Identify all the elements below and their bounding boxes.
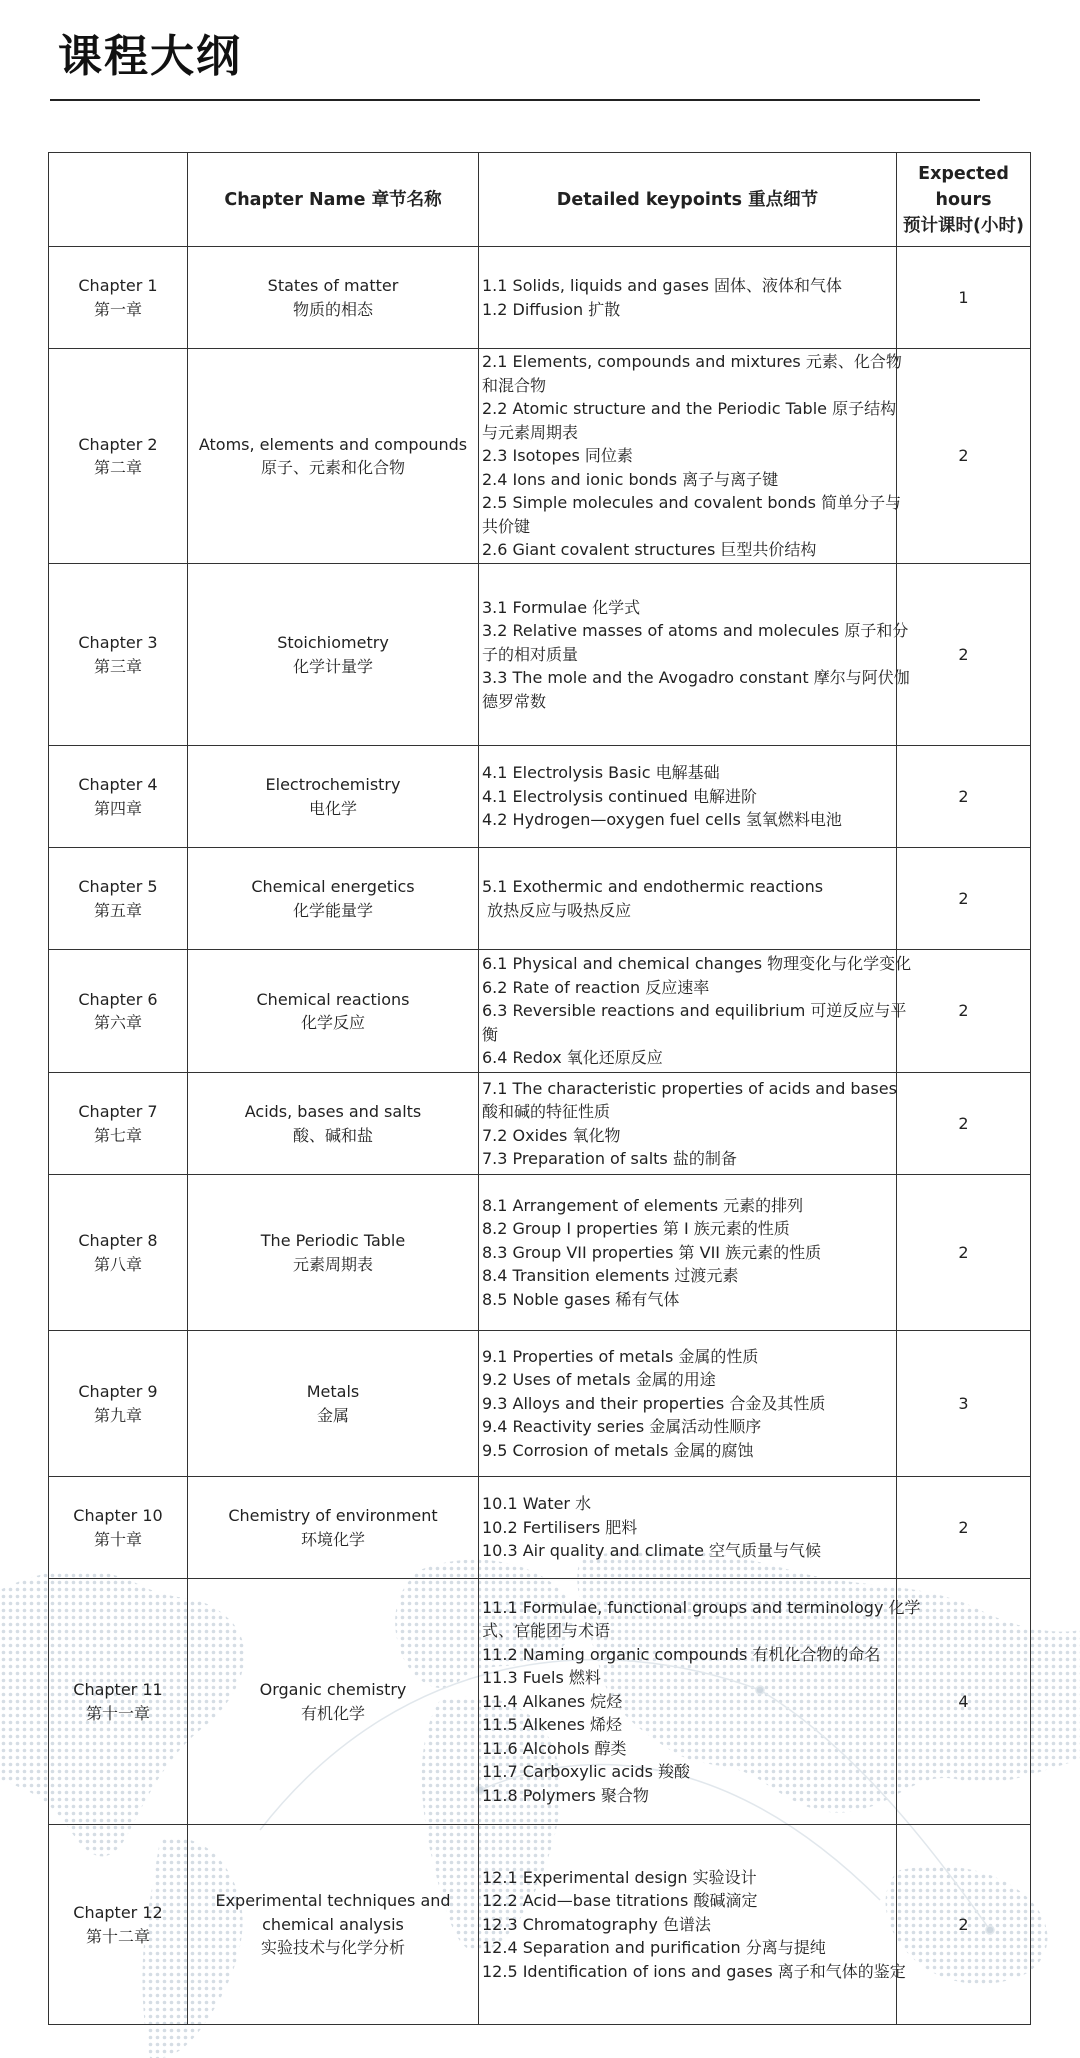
- chapter-name-zh: 元素周期表: [292, 1254, 373, 1274]
- keypoint-line: 6.4 Redox 氧化还原反应: [482, 1048, 663, 1068]
- chapter-number-en: Chapter 2: [78, 434, 158, 454]
- expected-hours-cell: 2: [897, 1073, 1031, 1175]
- keypoint-line: 3.1 Formulae 化学式: [482, 597, 641, 617]
- keypoint-line: 1.1 Solids, liquids and gases 固体、液体和气体: [482, 276, 842, 295]
- keypoint-line: 12.4 Separation and purification 分离与提纯: [482, 1938, 826, 1958]
- keypoint-line: 9.1 Properties of metals 金属的性质: [482, 1346, 759, 1366]
- chapter-name-en: Chemical reactions: [256, 989, 410, 1009]
- keypoint-line: 12.1 Experimental design 实验设计: [482, 1867, 757, 1887]
- keypoint-line: 与元素周期表: [482, 422, 579, 442]
- chapter-number-zh: 第十章: [93, 1529, 142, 1549]
- keypoint-line: 12.5 Identification of ions and gases 离子和气体的鉴定: [482, 1961, 906, 1981]
- chapter-number-zh: 第六章: [93, 1013, 142, 1032]
- chapter-number-en: Chapter 3: [78, 633, 158, 652]
- keypoint-line: 8.4 Transition elements 过渡元素: [482, 1266, 739, 1286]
- keypoint-line: 10.2 Fertilisers 肥料: [482, 1517, 638, 1537]
- keypoint-line: 3.2 Relative masses of atoms and molecules 原子和分: [482, 621, 909, 641]
- table-row: [49, 1331, 1031, 1477]
- chapter-name-en: The Periodic Table: [260, 1231, 406, 1250]
- header-chapter: [49, 153, 188, 247]
- chapter-number-zh: 第十一章: [85, 1703, 150, 1723]
- chapter-name-cell: [188, 1579, 479, 1825]
- chapter-cell: [49, 950, 188, 1073]
- chapter-number-zh: 第七章: [93, 1125, 142, 1145]
- chapter-number-en: Chapter 10: [73, 1506, 163, 1525]
- keypoint-line: 2.4 Ions and ionic bonds 离子与离子键: [482, 469, 779, 489]
- keypoints-cell: [479, 1825, 906, 2025]
- chapter-name-en: Chemical energetics: [251, 877, 415, 896]
- keypoint-line: 11.3 Fuels 燃料: [482, 1668, 601, 1688]
- chapter-number-zh: 第十二章: [85, 1926, 150, 1946]
- title-divider: [50, 99, 980, 101]
- expected-hours-cell: 3: [897, 1331, 1031, 1477]
- keypoints-cell: [479, 1073, 897, 1175]
- keypoint-line: 9.5 Corrosion of metals 金属的腐蚀: [482, 1440, 754, 1460]
- chapter-name-cell: [188, 1073, 479, 1175]
- keypoint-line: 9.3 Alloys and their properties 合金及其性质: [482, 1393, 826, 1413]
- keypoints-cell: [479, 1579, 921, 1825]
- keypoints-cell: [479, 950, 912, 1073]
- chapter-number-en: Chapter 8: [78, 1231, 158, 1250]
- keypoint-line: 2.5 Simple molecules and covalent bonds 简单分子与: [482, 493, 902, 513]
- chapter-name-en-continued: chemical analysis: [262, 1914, 404, 1934]
- keypoint-line: 1.2 Diffusion 扩散: [482, 299, 621, 319]
- keypoint-line: 2.6 Giant covalent structures 巨型共价结构: [482, 540, 817, 560]
- keypoint-line: 和混合物: [482, 375, 547, 395]
- keypoint-line: 8.3 Group VII properties 第 VII 族元素的性质: [482, 1242, 822, 1262]
- chapter-name-zh: 化学计量学: [292, 656, 373, 676]
- chapter-name-cell: [188, 848, 479, 950]
- header-chapter-name: Chapter Name 章节名称: [188, 153, 479, 247]
- chapter-name-zh: 酸、碱和盐: [292, 1125, 373, 1145]
- chapter-name-en: Chemistry of environment: [228, 1506, 438, 1525]
- chapter-number-zh: 第五章: [93, 900, 142, 920]
- chapter-name-cell: [188, 349, 479, 564]
- table-row: [49, 564, 1031, 746]
- keypoint-line: 11.6 Alcohols 醇类: [482, 1738, 627, 1758]
- table-row: [49, 247, 1031, 349]
- table-row: [49, 349, 1031, 564]
- keypoint-line: 4.2 Hydrogen—oxygen fuel cells 氢氧燃料电池: [482, 810, 842, 830]
- expected-hours-cell: 2: [897, 848, 1031, 950]
- chapter-name-cell: [188, 1175, 479, 1331]
- chapter-name-en: Metals: [306, 1382, 360, 1401]
- keypoint-line: 子的相对质量: [482, 644, 579, 664]
- keypoint-line: 8.1 Arrangement of elements 元素的排列: [482, 1195, 804, 1215]
- keypoint-line: 10.1 Water 水: [482, 1494, 592, 1514]
- chapter-cell: [49, 1477, 188, 1579]
- expected-hours-cell: 1: [897, 247, 1031, 349]
- chapter-name-cell: [188, 564, 479, 746]
- header-hours-en: Expected: [918, 163, 1009, 184]
- chapter-cell: [49, 1073, 188, 1175]
- chapter-cell: [49, 1579, 188, 1825]
- keypoint-line: 8.2 Group I properties 第 I 族元素的性质: [482, 1219, 790, 1239]
- chapter-number-en: Chapter 5: [78, 877, 158, 896]
- keypoint-line: 6.1 Physical and chemical changes 物理变化与化学变化: [482, 954, 912, 974]
- chapter-number-zh: 第三章: [93, 656, 142, 676]
- chapter-name-zh: 原子、元素和化合物: [260, 458, 405, 477]
- keypoints-cell: [479, 1175, 897, 1331]
- keypoint-line: 12.2 Acid—base titrations 酸碱滴定: [482, 1891, 758, 1911]
- chapter-cell: [49, 564, 188, 746]
- table-row: [49, 746, 1031, 848]
- chapter-cell: [49, 349, 188, 564]
- chapter-number-en: Chapter 6: [78, 989, 158, 1009]
- chapter-number-en: Chapter 11: [73, 1680, 163, 1699]
- keypoint-line: 10.3 Air quality and climate 空气质量与气候: [482, 1541, 822, 1561]
- keypoint-line: 共价键: [482, 516, 531, 536]
- chapter-name-en: Acids, bases and salts: [244, 1102, 422, 1121]
- keypoint-line: 11.1 Formulae, functional groups and terminology 化学: [482, 1597, 921, 1617]
- chapter-name-zh: 实验技术与化学分析: [260, 1938, 405, 1958]
- chapter-name-en: States of matter: [267, 276, 399, 295]
- keypoint-line: 11.7 Carboxylic acids 羧酸: [482, 1762, 691, 1782]
- chapter-name-cell: [188, 1825, 479, 2025]
- chapter-name-zh: 金属: [316, 1405, 349, 1425]
- chapter-name-cell: [188, 746, 479, 848]
- keypoints-cell: [479, 848, 897, 950]
- table-row: [49, 1175, 1031, 1331]
- header-keypoints: Detailed keypoints 重点细节: [479, 153, 897, 247]
- keypoint-line: 4.1 Electrolysis Basic 电解基础: [482, 763, 720, 783]
- keypoint-line: 2.2 Atomic structure and the Periodic Table 原子结构: [482, 399, 897, 419]
- keypoint-line: 6.3 Reversible reactions and equilibrium 可逆反应与平: [482, 1001, 907, 1021]
- expected-hours-cell: 2: [897, 950, 1031, 1073]
- chapter-cell: [49, 1825, 188, 2025]
- keypoints-cell: [479, 564, 910, 746]
- header-hours-zh: 预计课时(小时): [903, 215, 1024, 236]
- keypoint-line: 7.2 Oxides 氧化物: [482, 1125, 621, 1145]
- keypoint-line: 3.3 The mole and the Avogadro constant 摩尔与阿伏伽: [482, 668, 910, 688]
- keypoint-line: 8.5 Noble gases 稀有气体: [482, 1289, 680, 1309]
- chapter-name-zh: 化学能量学: [292, 900, 373, 920]
- chapter-name-zh: 化学反应: [300, 1013, 365, 1032]
- keypoint-line: 9.4 Reactivity series 金属活动性顺序: [482, 1417, 762, 1437]
- chapter-name-cell: [188, 950, 479, 1073]
- chapter-name-cell: [188, 1477, 479, 1579]
- keypoint-line: 4.1 Electrolysis continued 电解进阶: [482, 786, 757, 806]
- keypoint-line: 9.2 Uses of metals 金属的用途: [482, 1370, 716, 1390]
- expected-hours-cell: 4: [897, 1579, 1031, 1825]
- keypoint-line: 衡: [482, 1024, 499, 1044]
- expected-hours-cell: 2: [897, 1477, 1031, 1579]
- chapter-number-en: Chapter 9: [78, 1382, 158, 1401]
- keypoint-line: 7.1 The characteristic properties of acids and bases: [482, 1078, 897, 1098]
- expected-hours-cell: 2: [897, 1175, 1031, 1331]
- chapter-name-cell: [188, 1331, 479, 1477]
- expected-hours-cell: 2: [897, 1825, 1031, 2025]
- chapter-cell: [49, 1175, 188, 1331]
- header-hours-en2: hours: [935, 189, 992, 210]
- keypoint-line: 12.3 Chromatography 色谱法: [482, 1914, 711, 1934]
- keypoints-cell: [479, 1331, 897, 1477]
- chapter-cell: [49, 247, 188, 349]
- expected-hours-cell: 2: [897, 746, 1031, 848]
- chapter-number-en: Chapter 1: [78, 276, 158, 295]
- chapter-name-zh: 环境化学: [300, 1529, 365, 1549]
- keypoint-line: 式、官能团与术语: [482, 1621, 611, 1641]
- keypoint-line: 酸和碱的特征性质: [482, 1102, 611, 1121]
- table-row: [49, 1477, 1031, 1579]
- table-row: [49, 848, 1031, 950]
- chapter-number-zh: 第一章: [93, 299, 142, 319]
- chapter-name-cell: [188, 247, 479, 349]
- chapter-cell: [49, 1331, 188, 1477]
- chapter-number-en: Chapter 7: [78, 1102, 158, 1121]
- chapter-name-zh: 有机化学: [300, 1703, 365, 1723]
- chapter-number-zh: 第八章: [93, 1254, 142, 1274]
- chapter-name-zh: 电化学: [308, 798, 357, 818]
- table-header-row: [49, 153, 1031, 247]
- keypoint-line: 11.5 Alkenes 烯烃: [482, 1715, 623, 1735]
- keypoint-line: 5.1 Exothermic and endothermic reactions: [482, 877, 824, 896]
- chapter-number-zh: 第九章: [93, 1405, 142, 1425]
- keypoint-line: 6.2 Rate of reaction 反应速率: [482, 977, 710, 997]
- keypoint-line: 7.3 Preparation of salts 盐的制备: [482, 1149, 737, 1168]
- chapter-name-en: Electrochemistry: [265, 775, 401, 794]
- table-row: [49, 1579, 1031, 1825]
- keypoints-cell: [479, 1477, 897, 1579]
- chapter-number-zh: 第四章: [93, 798, 142, 818]
- chapter-name-en: Experimental techniques and: [215, 1891, 451, 1911]
- chapter-number-zh: 第二章: [93, 458, 142, 477]
- expected-hours-cell: 2: [897, 564, 1031, 746]
- chapter-name-en: Stoichiometry: [277, 633, 389, 652]
- keypoint-line: 2.1 Elements, compounds and mixtures 元素、化合物: [482, 352, 902, 372]
- keypoints-cell: [479, 349, 902, 564]
- page-title: 课程大纲: [58, 31, 242, 82]
- chapter-name-en: Atoms, elements and compounds: [198, 434, 468, 454]
- keypoint-line: 11.4 Alkanes 烷烃: [482, 1691, 623, 1711]
- keypoint-line: 德罗常数: [482, 691, 547, 711]
- table-row: [49, 1073, 1031, 1175]
- keypoint-line: 2.3 Isotopes 同位素: [482, 446, 633, 466]
- keypoints-cell: [479, 247, 897, 349]
- keypoint-line: 11.8 Polymers 聚合物: [482, 1785, 649, 1805]
- keypoint-line: 放热反应与吸热反应: [482, 900, 632, 920]
- chapter-cell: [49, 848, 188, 950]
- expected-hours-cell: 2: [897, 349, 1031, 564]
- header-expected-hours: [897, 153, 1031, 247]
- syllabus-table: [48, 152, 1031, 2025]
- chapter-number-en: Chapter 4: [78, 775, 158, 794]
- keypoint-line: 11.2 Naming organic compounds 有机化合物的命名: [482, 1644, 881, 1664]
- chapter-number-en: Chapter 12: [73, 1903, 163, 1922]
- table-row: [49, 950, 1031, 1073]
- chapter-name-zh: 物质的相态: [292, 299, 373, 319]
- keypoints-cell: [479, 746, 897, 848]
- chapter-cell: [49, 746, 188, 848]
- table-row: [49, 1825, 1031, 2025]
- chapter-name-en: Organic chemistry: [259, 1680, 407, 1699]
